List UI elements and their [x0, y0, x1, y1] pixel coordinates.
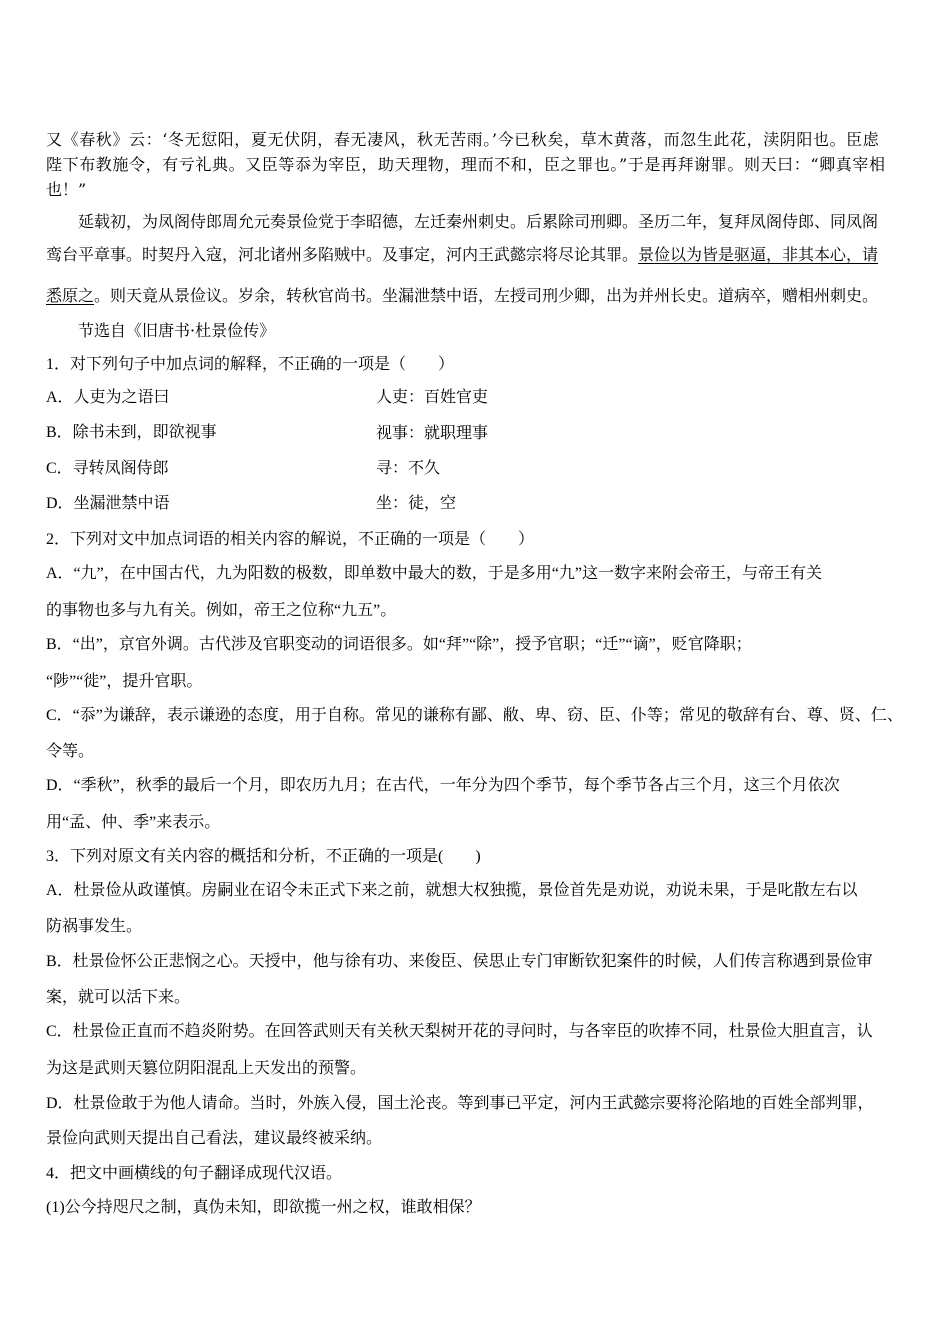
question-4-stem: 4．把文中画横线的句子翻译成现代汉语。	[46, 1165, 343, 1182]
underlined-sentence: 悉原之	[46, 286, 95, 305]
q3-option-a: A．杜景俭从政谨慎。房嗣业在诏令未正式下来之前，就想大权独揽，景俭首先是劝说，劝说未果，于是叱散左右以	[46, 882, 858, 899]
q1-option-d-gloss: 坐：徒，空	[376, 495, 457, 512]
q1-option-b: B．除书未到，即欲视事	[46, 424, 217, 441]
q1-option-a: A．人吏为之语曰	[46, 389, 170, 406]
q1-option-b-gloss: 视事：就职理事	[376, 425, 489, 442]
passage-line: 延载初，为凤阁侍郎周允元奏景俭党于李昭德，左迁秦州刺史。后累除司刑卿。圣历二年，复拜凤阁侍郎、同凤阁	[78, 212, 879, 231]
q2-option-c: C．“忝”为谦辞，表示谦逊的态度，用于自称。常见的谦称有鄙、敝、卑、窃、臣、仆等；常见的敬辞有台、尊、贤、仁、	[46, 707, 903, 724]
q2-option-a-cont: 的事物也多与九有关。例如，帝王之位称“九五”。	[46, 602, 397, 619]
q3-option-d-cont: 景俭向武则天提出自己看法，建议最终被采纳。	[46, 1130, 383, 1147]
q3-option-a-cont: 防祸事发生。	[46, 918, 143, 935]
q3-option-b: B．杜景俭怀公正悲悯之心。天授中，他与徐有功、来俊臣、侯思止专门审断钦犯案件的时候，人们传言称遇到景俭审	[46, 953, 873, 970]
q2-option-b: B．“出”，京官外调。古代涉及官职变动的词语很多。如“拜”“除”，授予官职；“迁”“谪”，贬官降职；	[46, 636, 752, 653]
q2-option-d: D．“季秋”，秋季的最后一个月，即农历九月；在古代，一年分为四个季节，每个季节各占三个月，这三个月依次	[46, 777, 840, 794]
passage-line	[46, 245, 878, 265]
q1-option-a-gloss: 人吏：百姓官吏	[376, 389, 489, 406]
q2-option-d-cont: 用“孟、仲、季”来表示。	[46, 814, 221, 831]
question-1-stem: 1．对下列句子中加点词的解释，不正确的一项是（ ）	[46, 356, 455, 373]
passage-line: 陛下布教施令，有亏礼典。又臣等忝为宰臣，助天理物，理而不和，臣之罪也。”于是再拜谢罪。则天曰：“卿真宰相	[46, 155, 886, 174]
question-2-stem: 2．下列对文中加点词语的相关内容的解说，不正确的一项是（ ）	[46, 531, 535, 548]
source-citation: 节选自《旧唐书·杜景俭传》	[78, 321, 276, 340]
q1-option-c-gloss: 寻：不久	[376, 460, 441, 477]
passage-text: 鸾台平章事。时契丹入寇，河北诸州多陷贼中。及事定，河内王武懿宗将尽论其罪。	[46, 245, 639, 264]
q2-option-c-cont: 令等。	[46, 743, 95, 760]
q3-option-d: D．杜景俭敢于为他人请命。当时，外族入侵，国土沦丧。等到事已平定，河内王武懿宗要将沦陷地的百姓全部判罪，	[46, 1095, 874, 1112]
q2-option-b-cont: “陟”“徙”，提升官职。	[46, 673, 203, 690]
passage-text: 。则天竟从景俭议。岁余，转秋官尚书。坐漏泄禁中语，左授司刑少卿，出为并州长史。道病卒，赠相州刺史。	[94, 286, 879, 305]
q3-option-b-cont: 案，就可以活下来。	[46, 989, 191, 1006]
q1-option-c: C．寻转凤阁侍郎	[46, 460, 169, 477]
q3-option-c: C．杜景俭正直而不趋炎附势。在回答武则天有关秋天梨树开花的寻问时，与各宰臣的吹捧不同，杜景俭大胆直言，认	[46, 1023, 873, 1040]
passage-line: 又《春秋》云：‘冬无愆阳，夏无伏阴，春无凄风，秋无苦雨。’今已秋矣，草木黄落，而忽生此花，渎阴阳也。臣虑	[46, 130, 880, 149]
q4-item-1: (1)公今持咫尺之制，真伪未知，即欲揽一州之权，谁敢相保？	[46, 1199, 481, 1216]
q2-option-a: A．“九”，在中国古代，九为阳数的极数，即单数中最大的数，于是多用“九”这一数字来附会帝王，与帝王有关	[46, 565, 822, 582]
question-3-stem: 3．下列对原文有关内容的概括和分析，不正确的一项是( )	[46, 848, 481, 865]
underlined-sentence: 景俭以为皆是驱逼，非其本心，请	[638, 245, 879, 264]
passage-line: 也！”	[46, 180, 87, 199]
q3-option-c-cont: 为这是武则天篡位阴阳混乱上天发出的预警。	[46, 1060, 367, 1077]
passage-line	[46, 286, 878, 306]
q1-option-d: D．坐漏泄禁中语	[46, 495, 170, 512]
